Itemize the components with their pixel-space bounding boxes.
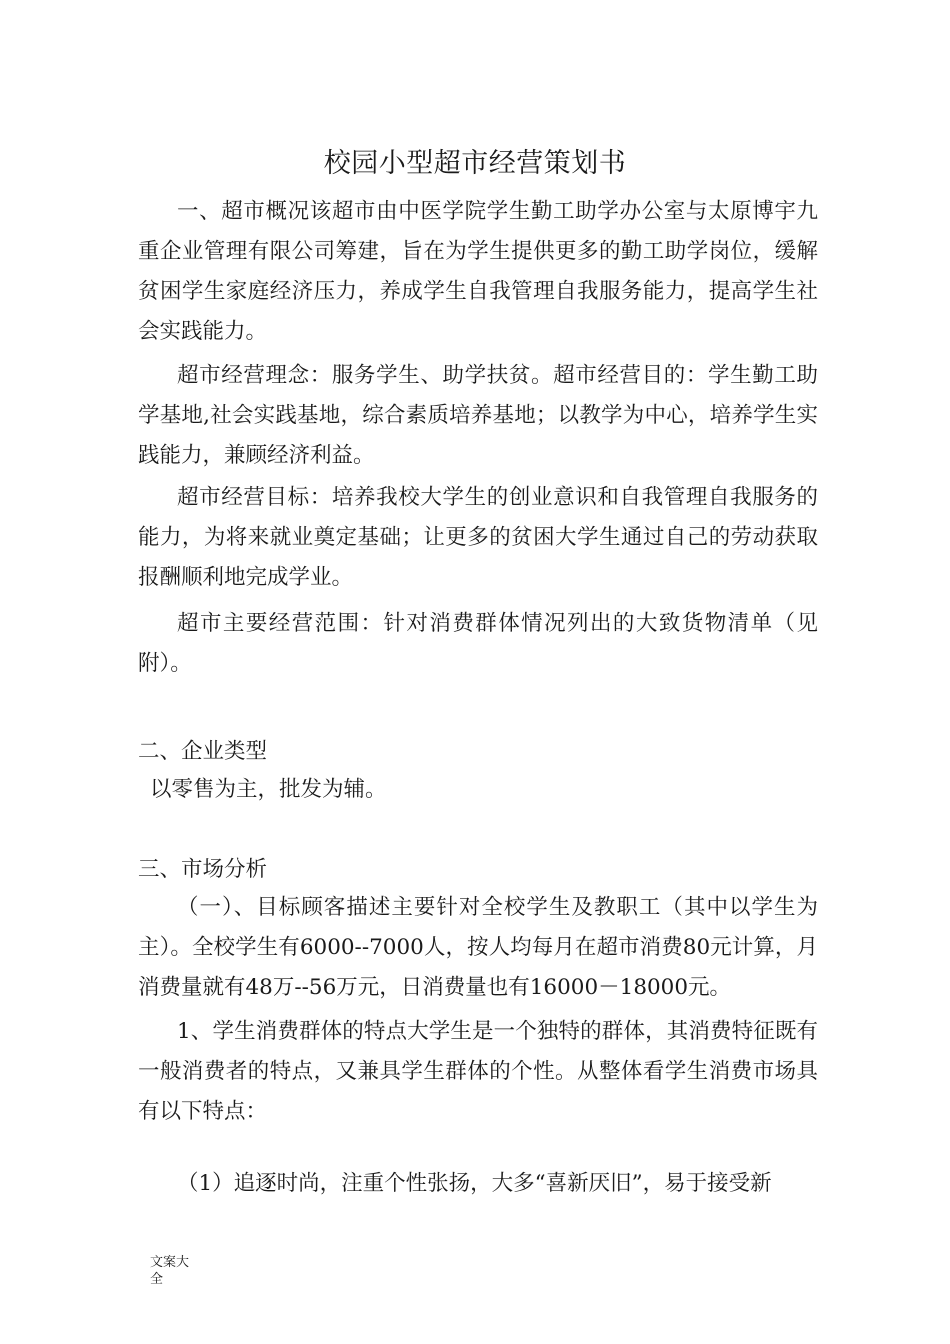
paragraph-trait-1: （1）追逐时尚，注重个性张扬，大多“喜新厌旧”，易于接受新 [177,1171,772,1196]
paragraph-student-traits: 1、学生消费群体的特点大学生是一个独特的群体，其消费特征既有一般消费者的特点，又兼具学生群体的个性。从整体看学生消费市场具有以下特点： [138,1019,818,1124]
paragraph-target-customers: （一）、目标顾客描述主要针对全校学生及教职工（其中以学生为主）。全校学生有6000--7000人，按人均每月在超市消费80元计算，月消费量就有48万--56万元，日消费量也有16000－18000元。 [138,895,818,1000]
paragraph-enterprise-type: 以零售为主，批发为辅。 [150,777,387,802]
paragraph-goal: 超市经营目标：培养我校大学生的创业意识和自我管理自我服务的能力，为将来就业奠定基础；让更多的贫困大学生通过自己的劳动获取报酬顺利地完成学业。 [138,485,818,590]
paragraph-scope: 超市主要经营范围：针对消费群体情况列出的大致货物清单（见附）。 [138,611,818,676]
section-heading-market-analysis: 三、市场分析 [138,857,268,882]
paragraph-philosophy: 超市经营理念：服务学生、助学扶贫。超市经营目的：学生勤工助学基地,社会实践基地，综合素质培养基地；以教学为中心，培养学生实践能力，兼顾经济利益。 [138,363,818,468]
document-title: 校园小型超市经营策划书 [323,148,627,179]
paragraph-overview: 一、超市概况该超市由中医学院学生勤工助学办公室与太原博宇九重企业管理有限公司筹建，旨在为学生提供更多的勤工助学岗位，缓解贫困学生家庭经济压力，养成学生自我管理自我服务能力，提高学生社会实践能力。 [138,199,818,344]
footer-note: 文案大全 [150,1255,190,1287]
section-heading-enterprise-type: 二、企业类型 [138,739,268,764]
